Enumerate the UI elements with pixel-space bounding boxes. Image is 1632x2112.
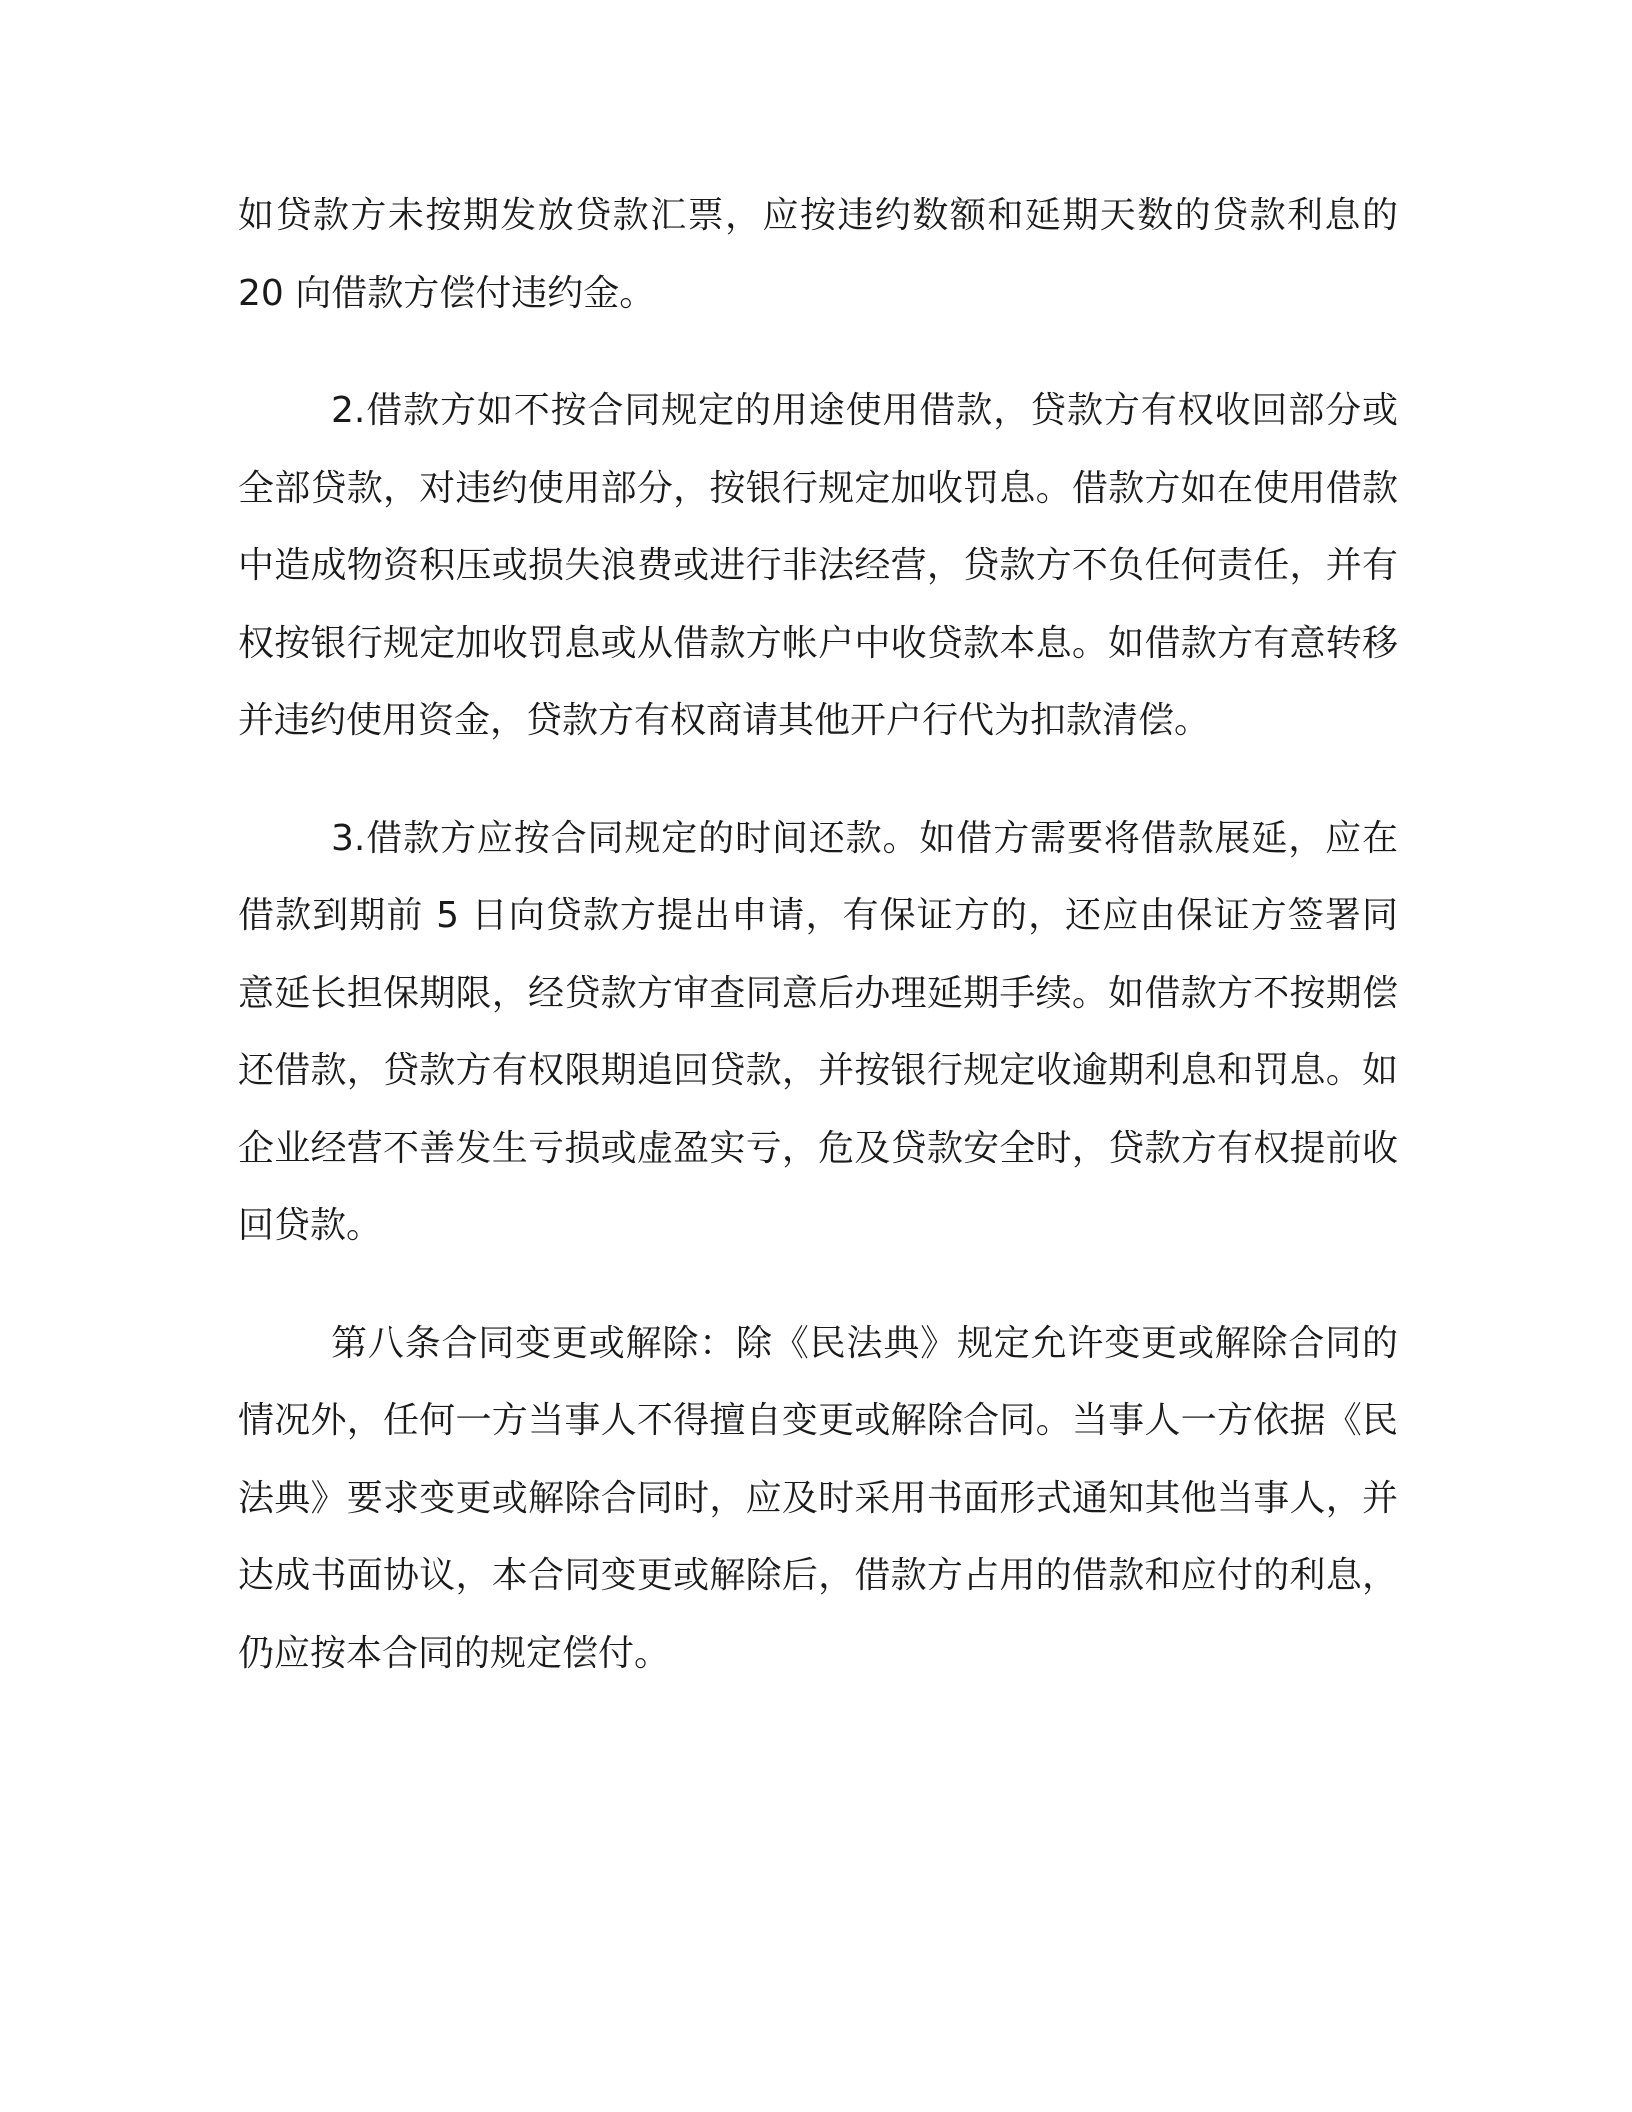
paragraph-article-8-amendment: 第八条合同变更或解除：除《民法典》规定允许变更或解除合同的情况外，任何一方当事人不得擅自变更或解除合同。当事人一方依据《民法典》要求变更或解除合同时，应及时采用书面形式通知其他当事人，并达成书面协议，本合同变更或解除后，借款方占用的借款和应付的利息，仍应按本合同的规定偿付。 <box>238 1322 1398 1674</box>
paragraph-spacer <box>238 760 1398 800</box>
document-body <box>238 177 1398 1692</box>
paragraph-clause-2-misuse: 2.借款方如不按合同规定的用途使用借款，贷款方有权收回部分或全部贷款，对违约使用部分，按银行规定加收罚息。借款方如在使用借款中造成物资积压或损失浪费或进行非法经营，贷款方不负任何责任，并有权按银行规定加收罚息或从借款方帐户中收贷款本息。如借款方有意转移并违约使用资金，贷款方有权商请其他开户行代为扣款清偿。 <box>238 390 1398 741</box>
paragraph-spacer <box>238 332 1398 372</box>
paragraph-clause-3-repayment: 3.借款方应按合同规定的时间还款。如借方需要将借款展延，应在借款到期前 5 日向贷款方提出申请，有保证方的，还应由保证方签署同意延长担保期限，经贷款方审查同意后办理延期手续。如借款方不按期偿还借款，贷款方有权限期追回贷款，并按银行规定收逾期利息和罚息。如企业经营不善发生亏损或虚盈实亏，危及贷款安全时，贷款方有权提前收回贷款。 <box>238 817 1398 1246</box>
paragraph-penalty-late-disbursement: 如贷款方未按期发放贷款汇票，应按违约数额和延期天数的贷款利息的 20 向借款方偿付违约金。 <box>238 195 1398 314</box>
paragraph-spacer <box>238 1265 1398 1305</box>
